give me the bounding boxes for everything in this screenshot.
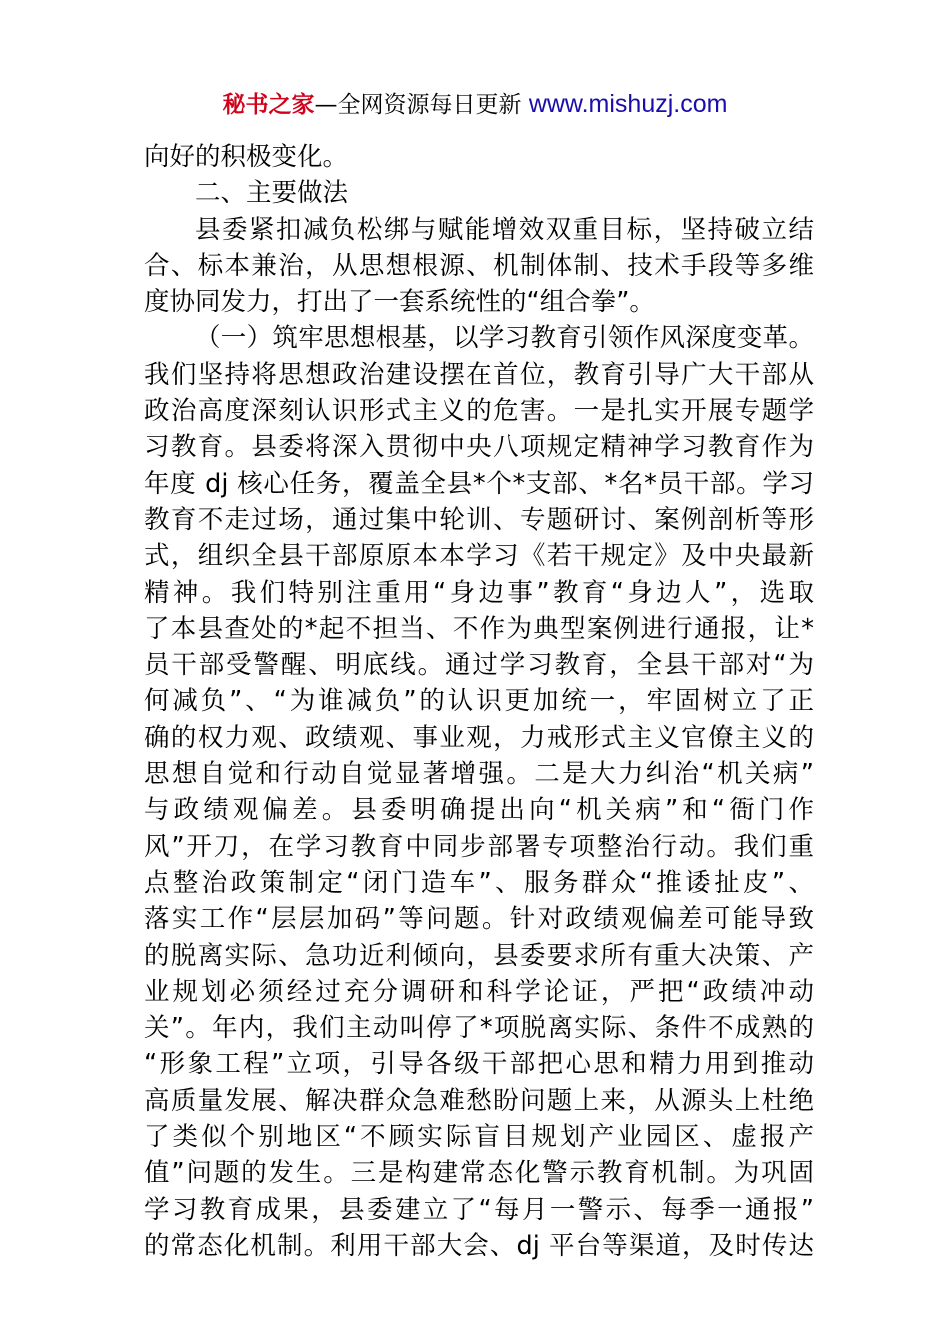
text-line: 思想自觉和行动自觉显著增强。二是大力纠治“机关病” <box>144 759 814 790</box>
text-line: 合、标本兼治，从思想根源、机制体制、技术手段等多维 <box>144 250 814 281</box>
section-heading: 二、主要做法 <box>195 178 349 209</box>
site-url-link[interactable]: www.mishuzj.com <box>528 90 728 118</box>
text-line: 的脱离实际、急功近利倾向，县委要求所有重大决策、产 <box>144 940 814 971</box>
text-line: 政治高度深刻认识形式主义的危害。一是扎实开展专题学 <box>144 396 814 427</box>
text-line: 点整治政策制定“闭门造车”、服务群众“推诿扯皮”、 <box>144 867 814 898</box>
text-line: 了本县查处的*起不担当、不作为典型案例进行通报，让* <box>144 613 814 644</box>
text-line: 与政绩观偏差。县委明确提出向“机关病”和“衙门作 <box>144 795 814 826</box>
text-line: 值”问题的发生。三是构建常态化警示教育机制。为巩固 <box>144 1158 814 1189</box>
subsection-heading: （一）筑牢思想根基，以学习教育引领作风深度变革。 <box>195 323 814 354</box>
text-line: 年度 dj 核心任务，覆盖全县*个*支部、*名*员干部。学习 <box>144 468 814 499</box>
text-line: 习教育。县委将深入贯彻中央八项规定精神学习教育作为 <box>144 432 814 463</box>
text-line: 的常态化机制。利用干部大会、dj 平台等渠道，及时传达 <box>144 1230 814 1261</box>
site-brand: 秘书之家 <box>222 92 315 118</box>
text-line: 我们坚持将思想政治建设摆在首位，教育引导广大干部从 <box>144 359 814 390</box>
document-body <box>144 139 814 1264</box>
text-line: 风”开刀，在学习教育中同步部署专项整治行动。我们重 <box>144 831 814 862</box>
text-line: 教育不走过场，通过集中轮训、专题研讨、案例剖析等形 <box>144 504 814 535</box>
text-line: 了类似个别地区“不顾实际盲目规划产业园区、虚报产 <box>144 1122 814 1153</box>
text-line: 高质量发展、解决群众急难愁盼问题上来，从源头上杜绝 <box>144 1085 814 1116</box>
text-line: 员干部受警醒、明底线。通过学习教育，全县干部对“为 <box>144 650 814 681</box>
text-line: 精神。我们特别注重用“身边事”教育“身边人”，选取 <box>144 577 814 608</box>
text-line: 式，组织全县干部原原本本学习《若干规定》及中央最新 <box>144 541 814 572</box>
site-header <box>0 88 950 121</box>
text-line: “形象工程”立项，引导各级干部把心思和精力用到推动 <box>144 1049 814 1080</box>
text-line: 业规划必须经过充分调研和科学论证，严把“政绩冲动 <box>144 976 814 1007</box>
text-line: 县委紧扣减负松绑与赋能增效双重目标，坚持破立结 <box>195 214 814 245</box>
text-line: 落实工作“层层加码”等问题。针对政绩观偏差可能导致 <box>144 904 814 935</box>
text-line: 学习教育成果，县委建立了“每月一警示、每季一通报” <box>144 1194 814 1225</box>
text-line: 度协同发力，打出了一套系统性的“组合拳”。 <box>144 287 655 318</box>
site-tagline: —全网资源每日更新 <box>314 92 529 118</box>
text-line: 向好的积极变化。 <box>144 142 349 172</box>
text-line: 关”。年内，我们主动叫停了*项脱离实际、条件不成熟的 <box>144 1013 814 1044</box>
text-line: 确的权力观、政绩观、事业观，力戒形式主义官僚主义的 <box>144 722 814 753</box>
text-line: 何减负”、“为谁减负”的认识更加统一，牢固树立了正 <box>144 686 814 717</box>
